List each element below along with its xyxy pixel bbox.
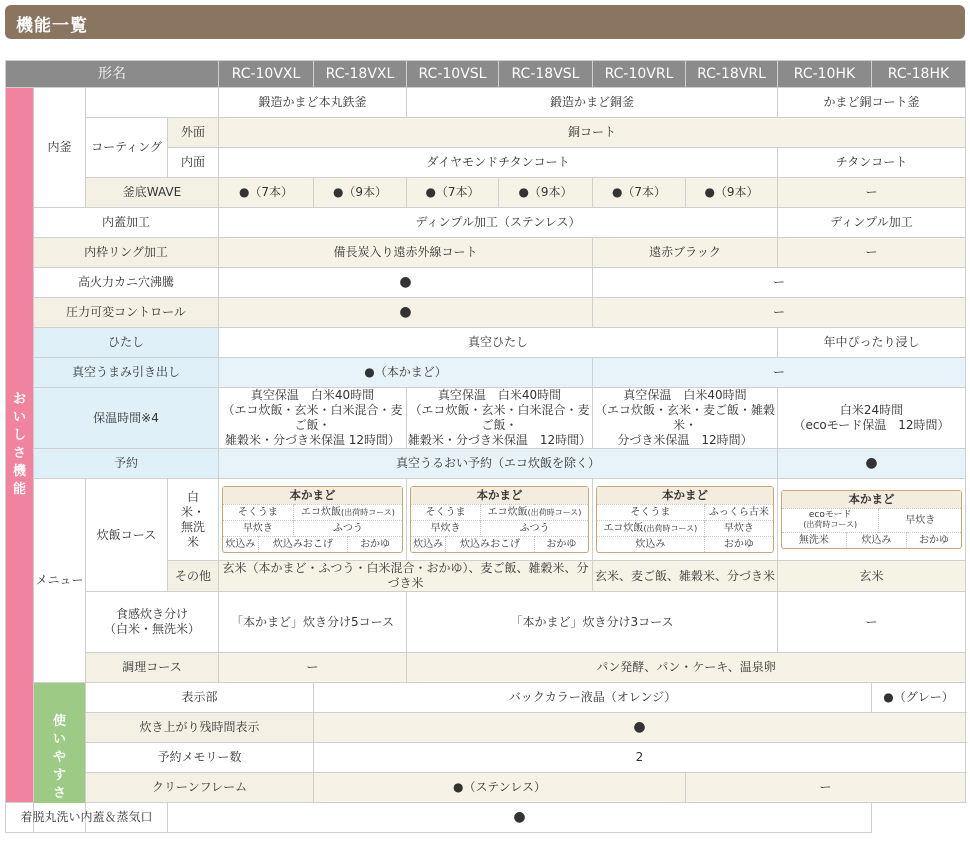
model-6: RC-18VRL [686, 61, 778, 88]
model-8: RC-18HK [872, 61, 966, 88]
other-value-1: 玄米（本かまど・ふつう・白米混合・おかゆ）、麦ご飯、雑穀米、分づき米 [219, 561, 593, 592]
uchiwaku-label: 内枠リング加工 [34, 238, 219, 268]
senjou-value: ● [168, 803, 872, 833]
shokkan-value-2: 「本かまど」炊き分け3コース [407, 592, 778, 653]
hitashi-label: ひたし [34, 328, 219, 358]
title-bar [5, 5, 965, 39]
course-box-4: 本かまど ecoモード (出荷時コース) 早炊き 無洗米 炊込み おかゆ [778, 479, 966, 561]
chouri-value-1: ー [219, 653, 407, 683]
atsuryoku-value-1: ● [219, 298, 593, 328]
other-value-3: 玄米 [778, 561, 966, 592]
hoon-value-3: 真空保温 白米40時間 （エコ炊飯・玄米・麦ご飯・雑穀米・ 分づき米保温 12時間） [593, 388, 778, 449]
wave-7: ー [778, 178, 966, 208]
model-3: RC-10VSL [407, 61, 499, 88]
umami-label: 真空うまみ引き出し [34, 358, 219, 388]
memory-value: 2 [314, 743, 966, 773]
outer-value: 銅コート [219, 118, 966, 148]
atsuryoku-value-2: ー [593, 298, 966, 328]
hoon-value-4: 白米24時間 （ecoモード保温 12時間） [778, 388, 966, 449]
section-oishisa: おいしさ機能 [6, 88, 34, 803]
hitashi-value-2: 年中ぴったり浸し [778, 328, 966, 358]
yoyaku-value-1: 真空うるおい予約（エコ炊飯を除く） [219, 449, 778, 479]
atsuryoku-label: 圧力可変コントロール [34, 298, 219, 328]
hyoji-value-2: ●（グレー） [872, 683, 966, 713]
shokkan-value-1: 「本かまど」炊き分け5コース [219, 592, 407, 653]
chouri-value-2: パン発酵、パン・ケーキ、温泉卵 [407, 653, 966, 683]
uchibuta-label: 内蓋加工 [34, 208, 219, 238]
yoyaku-value-2: ● [778, 449, 966, 479]
spec-table [5, 60, 966, 833]
chouri-label: 調理コース [86, 653, 219, 683]
uchiwaku-value-3: ー [778, 238, 966, 268]
outer-label: 外面 [168, 118, 219, 148]
uchigama-material-3: かまど銅コート釜 [778, 88, 966, 118]
wave-5: ●（7本） [593, 178, 686, 208]
wave-2: ●（9本） [314, 178, 407, 208]
section-tsukaiyasusa: 使いやすさ [34, 683, 86, 833]
course-box-3: 本かまど そくうま ふっくら古米 エコ炊飯(出荷時コース) 早炊き 炊込み おかゆ [593, 479, 778, 561]
hyoji-label: 表示部 [86, 683, 314, 713]
inner-label: 内面 [168, 148, 219, 178]
clean-value-2: ー [686, 773, 966, 803]
model-2: RC-18VXL [314, 61, 407, 88]
model-label: 形名 [6, 61, 219, 88]
uchigama-label: 内釜 [34, 88, 86, 208]
inner-value-2: チタンコート [778, 148, 966, 178]
uchigama-material-2: 鍛造かまど銅釜 [407, 88, 778, 118]
model-4: RC-18VSL [499, 61, 593, 88]
wave-3: ●（7本） [407, 178, 499, 208]
zanjikan-value: ● [314, 713, 966, 743]
other-label: その他 [168, 561, 219, 592]
course-box-1: 本かまど そくうま エコ炊飯(出荷時コース) 早炊き ふつう 炊込み 炊込みおこげ おかゆ [219, 479, 407, 561]
hyoji-value-1: バックカラー液晶（オレンジ） [314, 683, 872, 713]
senjou-label: 着脱丸洗い内蓋＆蒸気口 [6, 803, 168, 833]
header-row [6, 61, 966, 88]
model-5: RC-10VRL [593, 61, 686, 88]
model-1: RC-10VXL [219, 61, 314, 88]
uchibuta-value-1: ディンプル加工（ステンレス） [219, 208, 778, 238]
uchiwaku-value-1: 備長炭入り遠赤外線コート [219, 238, 593, 268]
hitashi-value-1: 真空ひたし [219, 328, 778, 358]
other-value-2: 玄米、麦ご飯、雑穀米、分づき米 [593, 561, 778, 592]
menu-label: メニュー [34, 479, 86, 683]
course-box-2: 本かまど そくうま エコ炊飯(出荷時コース) 早炊き ふつう 炊込み 炊込みおこげ おかゆ [407, 479, 593, 561]
yoyaku-label: 予約 [34, 449, 219, 479]
shokkan-value-3: ー [778, 592, 966, 653]
coating-label: コーティング [86, 118, 168, 178]
memory-label: 予約メモリー数 [86, 743, 314, 773]
kani-value-2: ー [593, 268, 966, 298]
umami-value-2: ー [593, 358, 966, 388]
model-7: RC-10HK [778, 61, 872, 88]
clean-value-1: ●（ステンレス） [314, 773, 686, 803]
hoon-label: 保温時間※4 [34, 388, 219, 449]
hakumai-label: 白米・無洗米 [168, 479, 219, 561]
inner-value-1: ダイヤモンドチタンコート [219, 148, 778, 178]
wave-1: ●（7本） [219, 178, 314, 208]
page-title: 機能一覧 [16, 16, 88, 36]
course-label: 炊飯コース [86, 479, 168, 592]
hoon-value-2: 真空保温 白米40時間 （エコ炊飯・玄米・白米混合・麦ご飯・ 雑穀米・分づき米保温 12時間） [407, 388, 592, 447]
uchigama-material-1: 鍛造かまど本丸鉄釜 [219, 88, 407, 118]
wave-label: 釜底WAVE [86, 178, 219, 208]
uchibuta-value-2: ディンプル加工 [778, 208, 966, 238]
hoon-value-1: 真空保温 白米40時間 （エコ炊飯・玄米・白米混合・麦ご飯・ 雑穀米・分づき米保温 12時間） [219, 388, 407, 449]
kani-label: 高火力カニ穴沸騰 [34, 268, 219, 298]
zanjikan-label: 炊き上がり残時間表示 [86, 713, 314, 743]
umami-value-1: ●（本かまど） [219, 358, 593, 388]
shokkan-label: 食感炊き分け （白米・無洗米） [86, 592, 219, 653]
kani-value-1: ● [219, 268, 593, 298]
uchiwaku-value-2: 遠赤ブラック [593, 238, 778, 268]
wave-4: ●（9本） [499, 178, 593, 208]
clean-label: クリーンフレーム [86, 773, 314, 803]
wave-6: ●（9本） [686, 178, 778, 208]
